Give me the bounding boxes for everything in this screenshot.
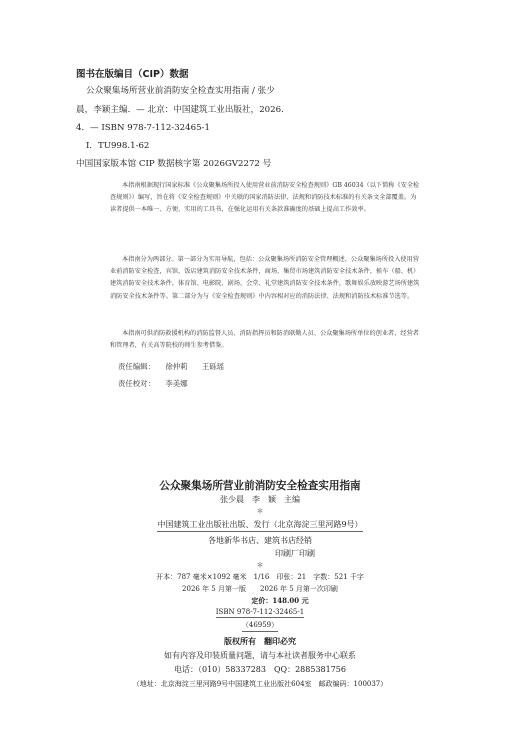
price-text: 定价：148.00 元 (251, 596, 309, 605)
intro-paragraph-3: 本指南可供消防救援机构的消防监督人员、消防指挥员和防消联勤人员、公众聚集场所单位的创业者、经营者和管理者，有关高等院校的师生参考借鉴。 (110, 330, 419, 350)
colophon-rights: 版权所有 翻印必究 (224, 636, 296, 646)
isbn-text: ISBN 978-7-112-32465-1 (215, 608, 305, 616)
intro-paragraph-1: 本指南根据现行国家标准《公众聚集场所投入使用营业前消防安全检查规则》GB 46034（以下简称《安全检查规则》）编写，旨在将《安全检查规则》中关联的国家消防法律、法规和消防技术标准的有关条文全部覆盖。为读者提供一本唯一、方便、实用的工具书，在强化运用有关条款准确度的基础上提高工作效率。 (110, 182, 420, 214)
colophon-edition: 2026 年 5 月第一版 2026 年 5 月第一次印刷 (182, 585, 338, 593)
editor-name-1: 徐仲莉 (165, 362, 188, 371)
proofreader-name: 李美娜 (165, 379, 188, 388)
cip-line-4: Ⅰ．TU998.1-62 (86, 141, 150, 151)
colophon-notice: 如有内容及印装质量问题，请与本社读者服务中心联系 (164, 651, 356, 660)
colophon-address: （地址：北京海淀三里河路9号中国建筑工业出版社604室 邮政编码：100037） (132, 680, 388, 688)
cip-title: 图书在版编目（CIP）数据 (76, 69, 189, 80)
colophon-isbn (0, 608, 520, 618)
editor-row (118, 361, 236, 372)
cip-line-3: 4．— ISBN 978-7-112-32465-1 (76, 123, 210, 133)
colophon-spec: 开本：787 毫米×1092 毫米 1/16 印张：21 字数：521 千字 (156, 573, 364, 581)
colophon-authors: 张少晨 李 颖 主编 (220, 495, 300, 504)
colophon-title: 公众聚集场所营业前消防安全检查实用指南 (159, 480, 361, 492)
code-text: （46959） (242, 620, 278, 632)
cip-line-2: 晨，李颖主编．— 北京：中国建筑工业出版社，2026． (76, 105, 290, 115)
colophon-price (0, 596, 520, 606)
star-separator-2: ＊ (256, 561, 264, 569)
proofreader-row (118, 378, 236, 389)
editor-block (118, 361, 236, 395)
publisher-text: 中国建筑工业出版社出版、发行（北京海淀三里河路9号） (157, 519, 362, 532)
editor-name-2: 王砾瑶 (201, 362, 225, 371)
cip-line-5: 中国国家版本馆 CIP 数据核字第 2026GV2272 号 (76, 159, 272, 169)
printer-text: 印刷厂印刷 (275, 549, 315, 558)
star-separator-1: ＊ (256, 507, 264, 515)
editor-label: 责任编辑： (118, 362, 155, 371)
proofreader-label: 责任校对： (118, 379, 155, 388)
colophon-distributor: 各地新华书店、建筑书店经销 (208, 536, 312, 545)
colophon-printer (0, 548, 520, 559)
intro-paragraph-2: 本指南分为两部分。第一部分为实用导航，包括：公众聚集场所消防安全管理概述，公众聚集场所投入使用营业前消防安全检查，宾馆、饭店建筑消防安全技术条件，商场、集贸市场建筑消防安全技术条件，候车（船、机）建筑消防安全技术条件，体育馆、电影院、剧场、会堂、礼堂建筑消防安全技术条件，歌舞娱乐放映游艺场所建筑消防安全技术条件等。第二部分为与《安全检查规则》中内容相对应的消防法律、法规和消防技术标准节选等。 (110, 256, 420, 300)
cip-line-1: 公众聚集场所营业前消防安全检查实用指南 / 张少 (86, 86, 275, 96)
colophon-phone: 电话：（010）58337283 QQ：2885381756 (173, 665, 346, 674)
colophon-publisher (0, 519, 520, 532)
colophon-code (0, 620, 520, 632)
